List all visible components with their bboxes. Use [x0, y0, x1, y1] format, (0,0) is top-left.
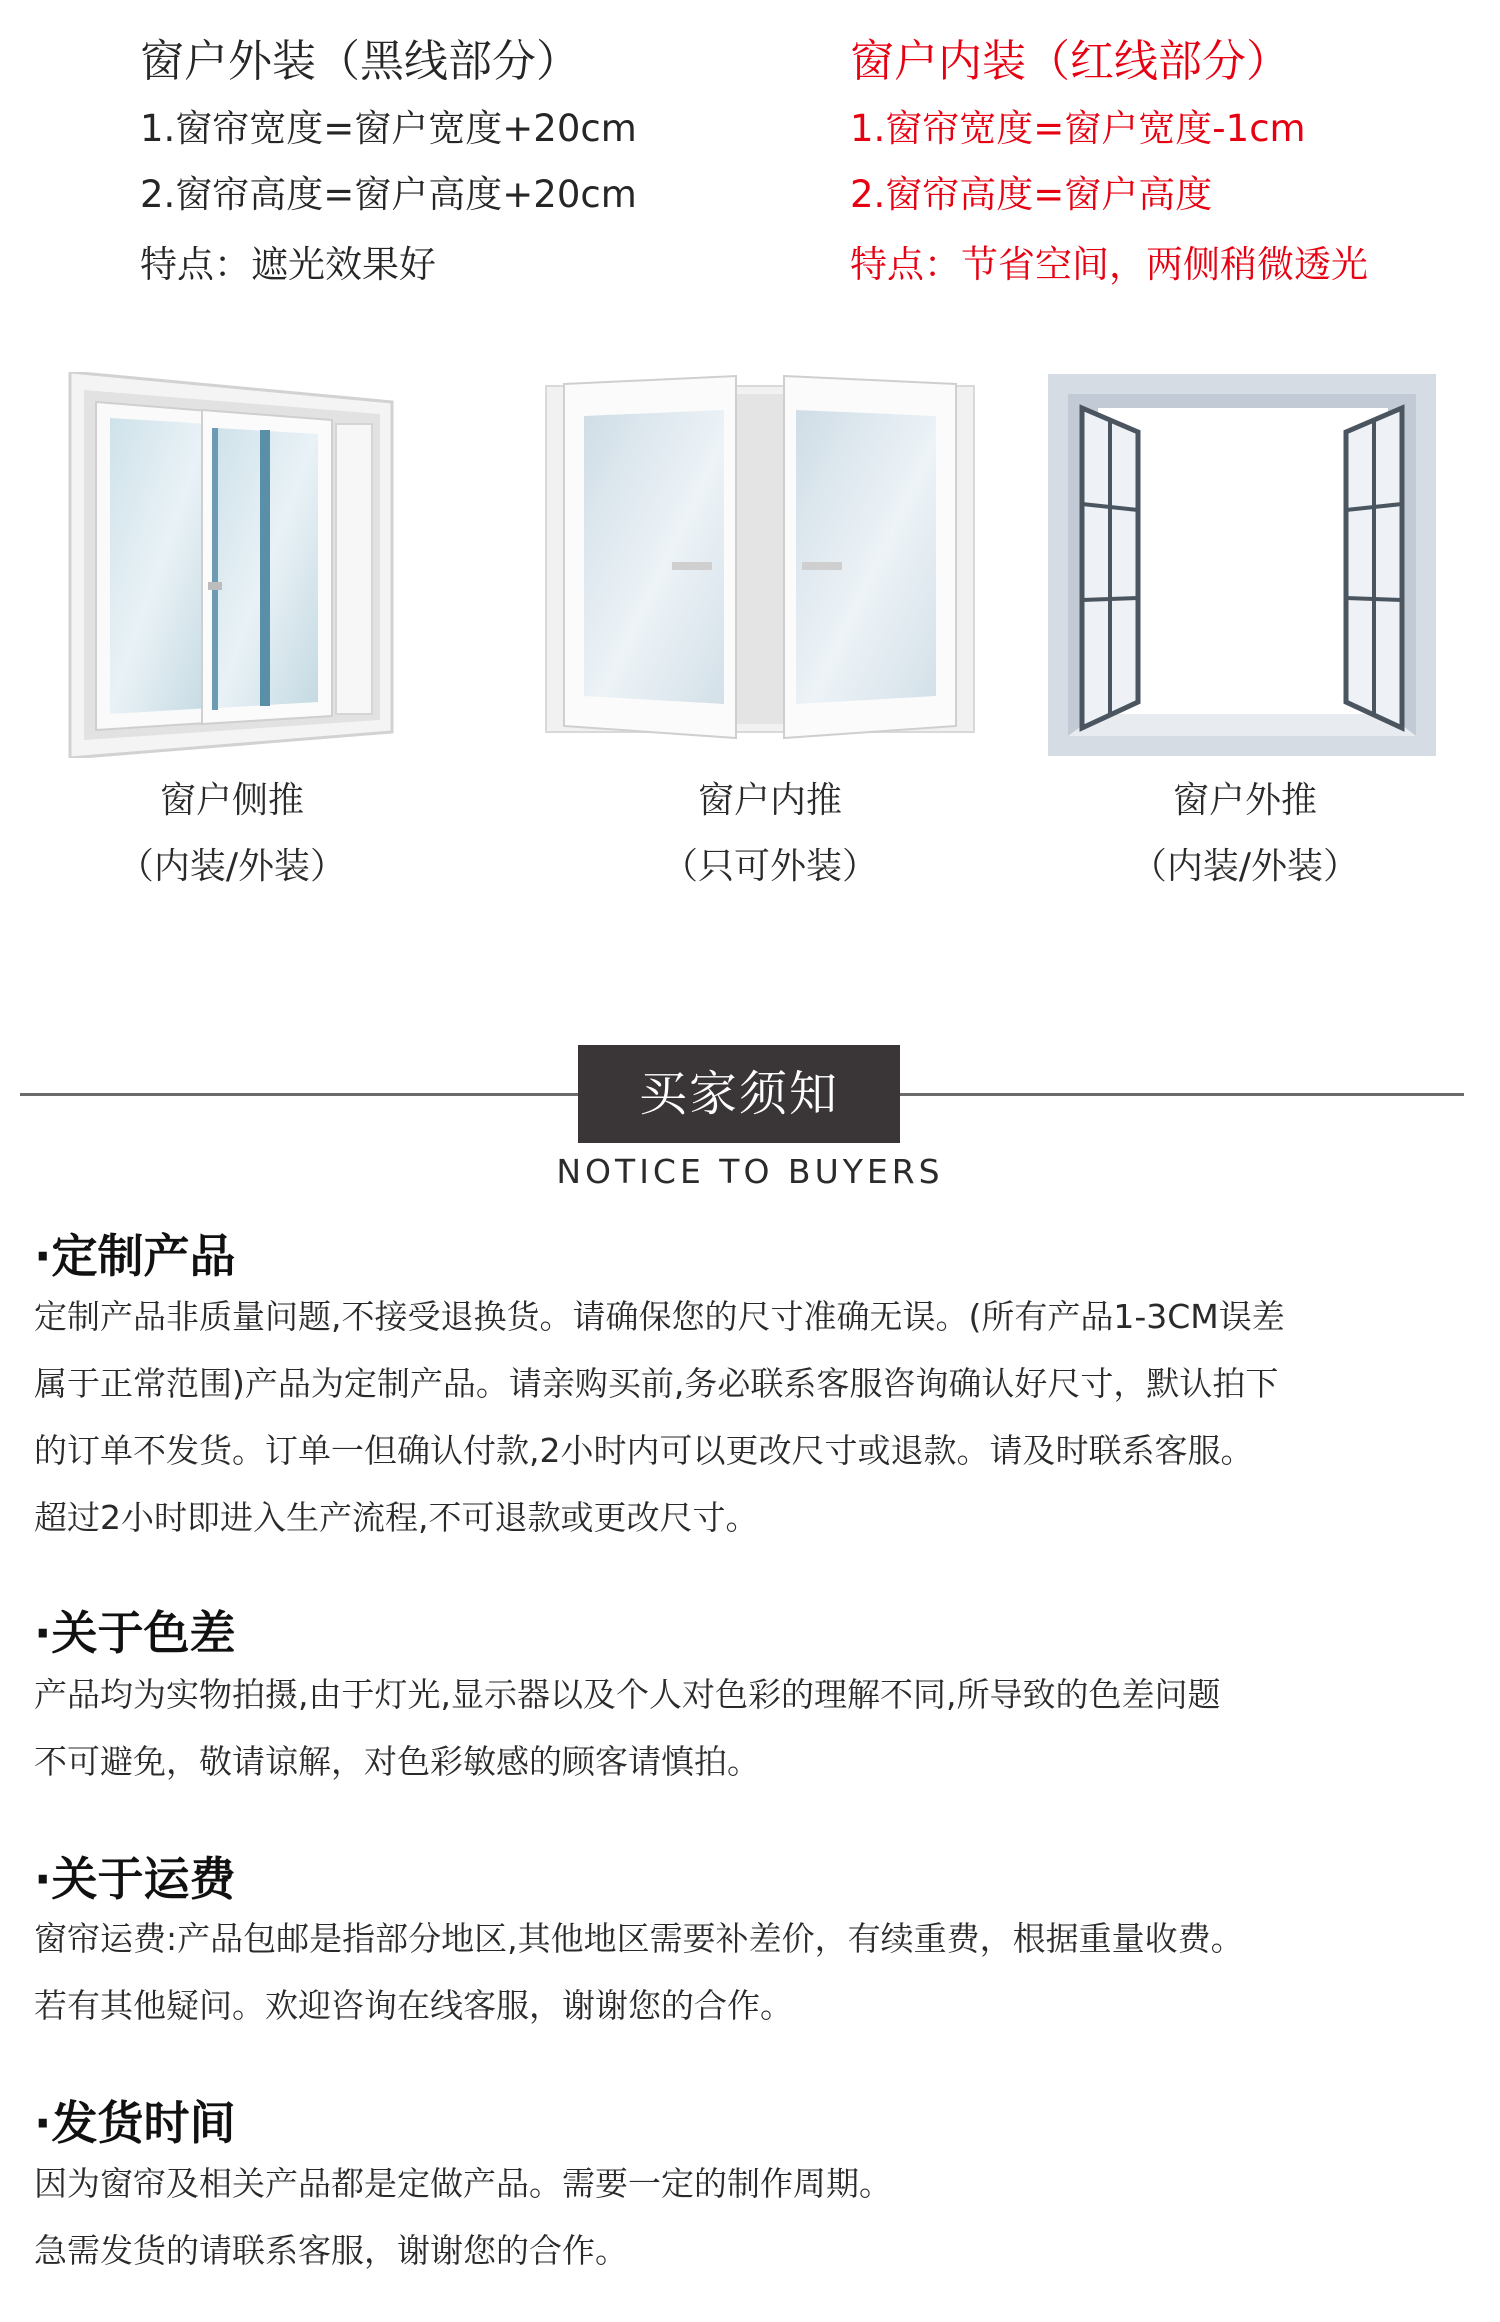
outside-width-rule: 1.窗帘宽度=窗户宽度+20cm: [140, 107, 637, 150]
section-line: 急需发货的请联系客服，谢谢您的合作。: [34, 2231, 628, 2270]
section-line: 窗帘运费:产品包邮是指部分地区,其他地区需要补差价，有续重费，根据重量收费。: [34, 1919, 1244, 1958]
section-body-shipping-fee: [34, 1905, 1474, 2039]
outside-install-title: 窗户外装（黑线部分）: [140, 36, 580, 87]
outward-casement-window-icon: [1046, 372, 1438, 758]
inward-casement-window-note: （只可外装）: [661, 846, 878, 887]
inside-install-info: [850, 32, 1368, 290]
section-line: 的订单不发货。订单一但确认付款,2小时内可以更改尺寸或退款。请及时联系客服。: [34, 1431, 1254, 1470]
inward-casement-window-icon: [540, 372, 980, 742]
inward-casement-window-caption: [620, 776, 920, 892]
sliding-window-icon: [62, 372, 402, 758]
outward-casement-window-label: 窗户外推: [1172, 780, 1317, 821]
sliding-window-caption: [92, 776, 372, 892]
section-title-color-difference: ·关于色差: [34, 1606, 236, 1660]
inside-height-rule: 2.窗帘高度=窗户高度: [850, 173, 1213, 216]
section-line: 不可避免，敬请谅解，对色彩敏感的顾客请慎拍。: [34, 1742, 760, 1781]
section-line: 超过2小时即进入生产流程,不可退款或更改尺寸。: [34, 1498, 759, 1537]
section-title-custom-product: ·定制产品: [34, 1229, 236, 1283]
section-line: 若有其他疑问。欢迎咨询在线客服，谢谢您的合作。: [34, 1986, 793, 2025]
section-title-delivery-time: ·发货时间: [34, 2096, 236, 2150]
section-line: 因为窗帘及相关产品都是定做产品。需要一定的制作周期。: [34, 2164, 892, 2203]
outside-install-info: [140, 32, 637, 290]
outside-height-rule: 2.窗帘高度=窗户高度+20cm: [140, 173, 637, 216]
outside-feature: 特点：遮光效果好: [140, 243, 436, 286]
section-body-color-difference: [34, 1661, 1474, 1795]
inside-feature: 特点：节省空间，两侧稍微透光: [850, 243, 1368, 286]
section-line: 产品均为实物拍摄,由于灯光,显示器以及个人对色彩的理解不同,所导致的色差问题: [34, 1675, 1221, 1714]
inside-width-rule: 1.窗帘宽度=窗户宽度-1cm: [850, 107, 1306, 150]
outward-casement-window-note: （内装/外装）: [1130, 846, 1360, 887]
section-title-shipping-fee: ·关于运费: [34, 1852, 236, 1906]
outward-casement-window-caption: [1100, 776, 1390, 892]
sliding-window-note: （内装/外装）: [117, 846, 347, 887]
notice-title-box: 买家须知: [578, 1045, 900, 1143]
notice-subtitle: NOTICE TO BUYERS: [556, 1152, 944, 1191]
section-body-custom-product: [34, 1283, 1474, 1551]
notice-divider-right: [898, 1093, 1464, 1096]
section-body-delivery-time: [34, 2150, 1474, 2284]
inside-install-title: 窗户内装（红线部分）: [850, 36, 1290, 87]
sliding-window-label: 窗户侧推: [159, 780, 304, 821]
inward-casement-window-label: 窗户内推: [697, 780, 842, 821]
section-line: 定制产品非质量问题,不接受退换货。请确保您的尺寸准确无误。(所有产品1-3CM误差: [34, 1297, 1285, 1336]
notice-divider-left: [20, 1093, 580, 1096]
section-line: 属于正常范围)产品为定制产品。请亲购买前,务必联系客服咨询确认好尺寸，默认拍下: [34, 1364, 1279, 1403]
